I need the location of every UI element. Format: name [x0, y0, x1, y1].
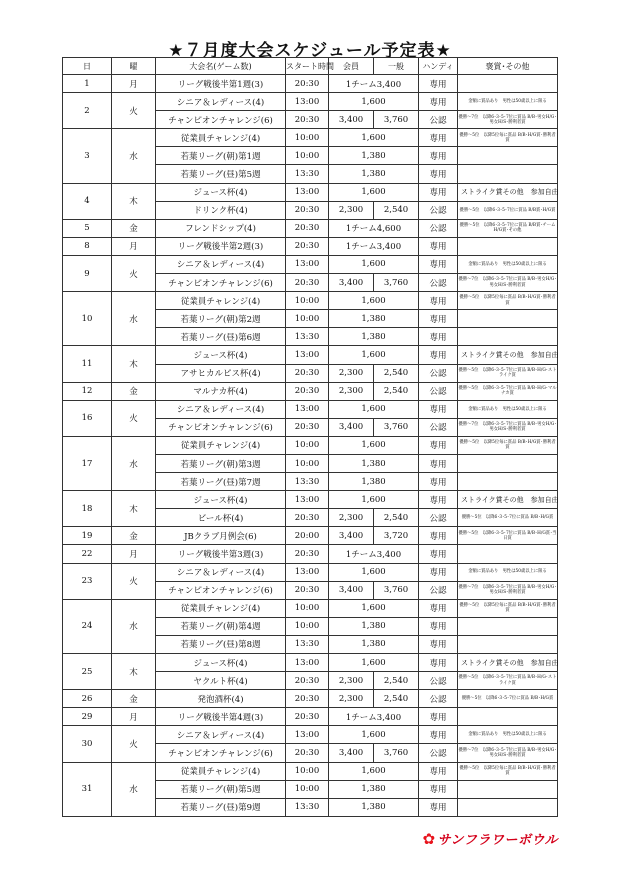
entry-fee: 1,380	[329, 328, 419, 346]
handicap-type: 専用	[419, 292, 458, 310]
day-cell: 18	[63, 491, 112, 527]
weekday-cell: 火	[112, 563, 156, 599]
event-name: チャンピオンチャレンジ(6)	[156, 744, 286, 762]
event-name: 若葉リーグ(朝)第3週	[156, 454, 286, 472]
event-name: ジュース杯(4)	[156, 346, 286, 364]
header-prizes: 褒賞･その他	[458, 58, 558, 75]
event-name: リーグ戦後半第2週(3)	[156, 237, 286, 255]
header-start-time: スタート時間	[286, 58, 329, 75]
general-fee: 2,540	[374, 690, 419, 708]
event-name: 従業員チャレンジ(4)	[156, 762, 286, 780]
day-cell: 16	[63, 400, 112, 436]
weekday-cell: 水	[112, 599, 156, 653]
event-name: 若葉リーグ(朝)第2週	[156, 310, 286, 328]
handicap-type: 専用	[419, 473, 458, 491]
start-time: 20:30	[286, 744, 329, 762]
day-cell: 10	[63, 292, 112, 346]
weekday-cell: 木	[112, 346, 156, 382]
member-fee: 3,400	[329, 111, 374, 129]
handicap-type: 専用	[419, 346, 458, 364]
day-cell: 26	[63, 690, 112, 708]
schedule-table	[62, 57, 558, 817]
header-member-fee: 会員	[329, 58, 374, 75]
prize-remark	[458, 165, 558, 183]
event-name: フレンドシップ(4)	[156, 219, 286, 237]
prize-remark: 優勝～7位 以降6･3･5･7位に賞品 B/B･男女H/G･男女H/S･勝利者賞	[458, 274, 558, 292]
start-time: 20:30	[286, 509, 329, 527]
entry-fee: 1,600	[329, 726, 419, 744]
prize-remark: 優勝～7位 以降6･3･5･7位に賞品 B/B･男女H/G･男女H/S･勝利者賞	[458, 581, 558, 599]
table-row	[63, 708, 558, 726]
handicap-type: 専用	[419, 400, 458, 418]
handicap-type: 専用	[419, 708, 458, 726]
entry-fee: 1,380	[329, 473, 419, 491]
weekday-cell: 金	[112, 382, 156, 400]
entry-fee: 1チーム4,600	[329, 219, 419, 237]
entry-fee: 1,600	[329, 563, 419, 581]
table-row	[63, 726, 558, 744]
table-row	[63, 346, 558, 364]
general-fee: 2,540	[374, 672, 419, 690]
entry-fee: 1,600	[329, 255, 419, 273]
member-fee: 3,400	[329, 527, 374, 545]
prize-remark: ストライク賞その他 参加自由	[458, 654, 558, 672]
event-name: シニア＆レディース(4)	[156, 563, 286, 581]
day-cell: 2	[63, 93, 112, 129]
event-name: 若葉リーグ(昼)第6週	[156, 328, 286, 346]
handicap-type: 専用	[419, 654, 458, 672]
event-name: リーグ戦後半第1週(3)	[156, 75, 286, 93]
prize-remark: ストライク賞その他 参加自由	[458, 183, 558, 201]
member-fee: 2,300	[329, 201, 374, 219]
prize-remark: 優勝～5位 以降5位毎に賞品 B/B･H/G賞･勝利者賞	[458, 436, 558, 454]
prize-remark: 金額に賞品あり 男性は50歳以上に限る	[458, 563, 558, 581]
handicap-type: 専用	[419, 527, 458, 545]
start-time: 20:30	[286, 201, 329, 219]
handicap-type: 専用	[419, 165, 458, 183]
logo-text: サンフラワーボウル	[437, 833, 558, 848]
prize-remark	[458, 635, 558, 653]
start-time: 13:30	[286, 328, 329, 346]
entry-fee: 1,380	[329, 147, 419, 165]
handicap-type: 専用	[419, 599, 458, 617]
start-time: 10:00	[286, 310, 329, 328]
start-time: 13:30	[286, 165, 329, 183]
prize-remark	[458, 708, 558, 726]
entry-fee: 1,600	[329, 762, 419, 780]
event-name: リーグ戦後半第3週(3)	[156, 545, 286, 563]
table-row	[63, 292, 558, 310]
member-fee: 3,400	[329, 274, 374, 292]
weekday-cell: 金	[112, 527, 156, 545]
start-time: 13:00	[286, 93, 329, 111]
table-row	[63, 183, 558, 201]
event-name: チャンピオンチャレンジ(6)	[156, 111, 286, 129]
general-fee: 3,760	[374, 581, 419, 599]
weekday-cell: 木	[112, 491, 156, 527]
day-cell: 4	[63, 183, 112, 219]
prize-remark	[458, 147, 558, 165]
prize-remark: 優勝～7位 以降6･3･5･7位に賞品 B/B･男女H/G･男女H/S･勝利者賞	[458, 111, 558, 129]
day-cell: 12	[63, 382, 112, 400]
start-time: 10:00	[286, 147, 329, 165]
day-cell: 19	[63, 527, 112, 545]
weekday-cell: 水	[112, 129, 156, 183]
start-time: 10:00	[286, 292, 329, 310]
header-event-name: 大会名(ゲーム数)	[156, 58, 286, 75]
day-cell: 23	[63, 563, 112, 599]
member-fee: 3,400	[329, 581, 374, 599]
start-time: 13:00	[286, 654, 329, 672]
handicap-type: 公認	[419, 219, 458, 237]
prize-remark: 優勝～5位 以降6･3･5･7位に賞品 B/B･H/G･ストライク賞	[458, 364, 558, 382]
table-row	[63, 762, 558, 780]
start-time: 20:30	[286, 708, 329, 726]
weekday-cell: 月	[112, 545, 156, 563]
event-name: シニア＆レディース(4)	[156, 255, 286, 273]
page-title: ★７月度大会スケジュール予定表★	[168, 41, 452, 61]
prize-remark: 優勝～7位 以降6･3･5･7位に賞品 B/B･男女H/G･男女H/S･勝利者賞	[458, 418, 558, 436]
entry-fee: 1,380	[329, 635, 419, 653]
weekday-cell: 水	[112, 436, 156, 490]
weekday-cell: 火	[112, 93, 156, 129]
header-day: 日	[63, 58, 112, 75]
entry-fee: 1チーム3,400	[329, 237, 419, 255]
handicap-type: 公認	[419, 672, 458, 690]
prize-remark: 優勝～5位 以降6･3･5･7位に賞品 B/B･H/G賞･当日賞	[458, 527, 558, 545]
prize-remark	[458, 237, 558, 255]
entry-fee: 1チーム3,400	[329, 75, 419, 93]
table-row	[63, 654, 558, 672]
sunflower-bowl-logo	[422, 829, 558, 848]
general-fee: 3,760	[374, 744, 419, 762]
event-name: 若葉リーグ(朝)第4週	[156, 617, 286, 635]
table-row	[63, 255, 558, 273]
day-cell: 3	[63, 129, 112, 183]
start-time: 13:30	[286, 798, 329, 816]
event-name: 発泡酒杯(4)	[156, 690, 286, 708]
table-row	[63, 491, 558, 509]
weekday-cell: 水	[112, 762, 156, 816]
prize-remark	[458, 328, 558, 346]
handicap-type: 公認	[419, 581, 458, 599]
prize-remark: 優勝～5位 以降6･3･5･7位に賞品 B/B賞･H/G賞	[458, 201, 558, 219]
handicap-type: 専用	[419, 617, 458, 635]
handicap-type: 専用	[419, 328, 458, 346]
handicap-type: 公認	[419, 509, 458, 527]
prize-remark: 優勝～5位 以降5位毎に賞品 B/B･H/G賞･勝利者賞	[458, 599, 558, 617]
weekday-cell: 月	[112, 237, 156, 255]
event-name: チャンピオンチャレンジ(6)	[156, 418, 286, 436]
day-cell: 24	[63, 599, 112, 653]
prize-remark	[458, 75, 558, 93]
table-row	[63, 436, 558, 454]
start-time: 10:00	[286, 780, 329, 798]
prize-remark	[458, 617, 558, 635]
handicap-type: 専用	[419, 310, 458, 328]
start-time: 20:30	[286, 274, 329, 292]
day-cell: 5	[63, 219, 112, 237]
event-name: 若葉リーグ(昼)第9週	[156, 798, 286, 816]
handicap-type: 専用	[419, 237, 458, 255]
handicap-type: 専用	[419, 75, 458, 93]
general-fee: 2,540	[374, 201, 419, 219]
start-time: 20:30	[286, 111, 329, 129]
general-fee: 2,540	[374, 382, 419, 400]
start-time: 20:30	[286, 672, 329, 690]
weekday-cell: 木	[112, 183, 156, 219]
start-time: 13:00	[286, 183, 329, 201]
entry-fee: 1,600	[329, 183, 419, 201]
handicap-type: 専用	[419, 436, 458, 454]
table-row	[63, 545, 558, 563]
start-time: 20:30	[286, 219, 329, 237]
entry-fee: 1,600	[329, 93, 419, 111]
header-weekday: 曜	[112, 58, 156, 75]
event-name: ジュース杯(4)	[156, 654, 286, 672]
table-row	[63, 400, 558, 418]
day-cell: 1	[63, 75, 112, 93]
table-row	[63, 563, 558, 581]
day-cell: 30	[63, 726, 112, 762]
event-name: 若葉リーグ(昼)第8週	[156, 635, 286, 653]
sunflower-icon: ✿	[422, 830, 436, 848]
event-name: シニア＆レディース(4)	[156, 93, 286, 111]
member-fee: 2,300	[329, 690, 374, 708]
start-time: 10:00	[286, 454, 329, 472]
table-row	[63, 237, 558, 255]
header-row	[63, 58, 558, 75]
prize-remark	[458, 798, 558, 816]
start-time: 20:30	[286, 581, 329, 599]
entry-fee: 1,380	[329, 780, 419, 798]
member-fee: 3,400	[329, 744, 374, 762]
table-row	[63, 690, 558, 708]
prize-remark: 優勝～5位 以降6･3･5･7位に賞品 B/B･H/G･ストライク賞	[458, 672, 558, 690]
start-time: 13:00	[286, 563, 329, 581]
handicap-type: 専用	[419, 762, 458, 780]
day-cell: 29	[63, 708, 112, 726]
start-time: 10:00	[286, 436, 329, 454]
handicap-type: 公認	[419, 690, 458, 708]
start-time: 20:00	[286, 527, 329, 545]
entry-fee: 1,380	[329, 617, 419, 635]
prize-remark: 金額に賞品あり 男性は50歳以上に限る	[458, 93, 558, 111]
start-time: 20:30	[286, 382, 329, 400]
general-fee: 3,760	[374, 274, 419, 292]
start-time: 13:00	[286, 400, 329, 418]
prize-remark: 優勝～7位 以降6･3･5･7位に賞品 B/B･男女H/G･男女H/S･勝利者賞	[458, 744, 558, 762]
prize-remark	[458, 780, 558, 798]
entry-fee: 1チーム3,400	[329, 545, 419, 563]
start-time: 10:00	[286, 617, 329, 635]
handicap-type: 公認	[419, 201, 458, 219]
event-name: シニア＆レディース(4)	[156, 726, 286, 744]
start-time: 20:30	[286, 418, 329, 436]
start-time: 10:00	[286, 762, 329, 780]
prize-remark: 金額に賞品あり 男性は50歳以上に限る	[458, 726, 558, 744]
weekday-cell: 火	[112, 726, 156, 762]
entry-fee: 1,380	[329, 454, 419, 472]
handicap-type: 専用	[419, 491, 458, 509]
handicap-type: 専用	[419, 93, 458, 111]
member-fee: 2,300	[329, 382, 374, 400]
event-name: ドリンク杯(4)	[156, 201, 286, 219]
event-name: 若葉リーグ(朝)第5週	[156, 780, 286, 798]
entry-fee: 1,600	[329, 346, 419, 364]
general-fee: 2,540	[374, 364, 419, 382]
prize-remark: 優勝～5位 以降5位毎に賞品 B/B･H/G賞･勝利者賞	[458, 762, 558, 780]
handicap-type: 公認	[419, 111, 458, 129]
entry-fee: 1,380	[329, 310, 419, 328]
prize-remark: 優勝～5位 以降5位毎に賞品 B/B･H/G賞･勝利者賞	[458, 292, 558, 310]
day-cell: 17	[63, 436, 112, 490]
prize-remark: ストライク賞その他 参加自由	[458, 346, 558, 364]
header-handicap: ハンディ	[419, 58, 458, 75]
entry-fee: 1,600	[329, 292, 419, 310]
weekday-cell: 月	[112, 75, 156, 93]
member-fee: 2,300	[329, 364, 374, 382]
weekday-cell: 火	[112, 400, 156, 436]
start-time: 13:00	[286, 255, 329, 273]
table-row	[63, 527, 558, 545]
start-time: 10:00	[286, 599, 329, 617]
handicap-type: 専用	[419, 147, 458, 165]
entry-fee: 1,600	[329, 491, 419, 509]
prize-remark	[458, 310, 558, 328]
prize-remark: ストライク賞その他 参加自由	[458, 491, 558, 509]
event-name: アサヒカルピス杯(4)	[156, 364, 286, 382]
general-fee: 3,760	[374, 418, 419, 436]
table-row	[63, 75, 558, 93]
handicap-type: 公認	[419, 418, 458, 436]
day-cell: 8	[63, 237, 112, 255]
prize-remark: 優勝～5位 以降6･3･5･7位に賞品 B/B･H/G賞	[458, 690, 558, 708]
start-time: 13:00	[286, 726, 329, 744]
entry-fee: 1,600	[329, 400, 419, 418]
event-name: 従業員チャレンジ(4)	[156, 292, 286, 310]
handicap-type: 専用	[419, 635, 458, 653]
start-time: 13:00	[286, 346, 329, 364]
event-name: ヤクルト杯(4)	[156, 672, 286, 690]
weekday-cell: 月	[112, 708, 156, 726]
prize-remark: 優勝～5位 以降5位毎に賞品 B/B･H/G賞･勝利者賞	[458, 129, 558, 147]
start-time: 20:30	[286, 364, 329, 382]
entry-fee: 1チーム3,400	[329, 708, 419, 726]
event-name: 若葉リーグ(昼)第7週	[156, 473, 286, 491]
entry-fee: 1,380	[329, 798, 419, 816]
handicap-type: 公認	[419, 744, 458, 762]
start-time: 20:30	[286, 690, 329, 708]
prize-remark	[458, 454, 558, 472]
handicap-type: 専用	[419, 454, 458, 472]
table-row	[63, 599, 558, 617]
event-name: マルナカ杯(4)	[156, 382, 286, 400]
prize-remark	[458, 473, 558, 491]
entry-fee: 1,600	[329, 436, 419, 454]
handicap-type: 公認	[419, 382, 458, 400]
event-name: ジュース杯(4)	[156, 491, 286, 509]
handicap-type: 公認	[419, 274, 458, 292]
weekday-cell: 金	[112, 219, 156, 237]
weekday-cell: 水	[112, 292, 156, 346]
member-fee: 2,300	[329, 672, 374, 690]
handicap-type: 専用	[419, 545, 458, 563]
handicap-type: 公認	[419, 364, 458, 382]
prize-remark	[458, 545, 558, 563]
general-fee: 3,760	[374, 111, 419, 129]
event-name: 若葉リーグ(昼)第5週	[156, 165, 286, 183]
prize-remark: 金額に賞品あり 男性は50歳以上に限る	[458, 255, 558, 273]
start-time: 20:30	[286, 75, 329, 93]
start-time: 13:30	[286, 635, 329, 653]
handicap-type: 専用	[419, 780, 458, 798]
prize-remark: 優勝～5位 以降6･3･5･7位に賞品 B/B･H/G賞	[458, 509, 558, 527]
event-name: シニア＆レディース(4)	[156, 400, 286, 418]
weekday-cell: 火	[112, 255, 156, 291]
general-fee: 2,540	[374, 509, 419, 527]
start-time: 13:00	[286, 491, 329, 509]
header-general-fee: 一般	[374, 58, 419, 75]
prize-remark: 金額に賞品あり 男性は50歳以上に限る	[458, 400, 558, 418]
member-fee: 2,300	[329, 509, 374, 527]
start-time: 10:00	[286, 129, 329, 147]
event-name: チャンピオンチャレンジ(6)	[156, 274, 286, 292]
handicap-type: 専用	[419, 563, 458, 581]
member-fee: 3,400	[329, 418, 374, 436]
entry-fee: 1,380	[329, 165, 419, 183]
table-row	[63, 382, 558, 400]
event-name: ジュース杯(4)	[156, 183, 286, 201]
entry-fee: 1,600	[329, 654, 419, 672]
handicap-type: 専用	[419, 255, 458, 273]
event-name: JBクラブ月例会(6)	[156, 527, 286, 545]
day-cell: 11	[63, 346, 112, 382]
handicap-type: 専用	[419, 726, 458, 744]
event-name: ビール杯(4)	[156, 509, 286, 527]
start-time: 20:30	[286, 237, 329, 255]
start-time: 13:30	[286, 473, 329, 491]
prize-remark: 優勝～5位 以降6･3･5･7位に賞品 B/B･H/G･マルナカ賞	[458, 382, 558, 400]
prize-remark: 優勝～5位 以降6･3･5･7位に賞品 B/B賞･チーム H/G賞･その他	[458, 219, 558, 237]
event-name: 従業員チャレンジ(4)	[156, 129, 286, 147]
event-name: 若葉リーグ(朝)第1週	[156, 147, 286, 165]
table-row	[63, 219, 558, 237]
start-time: 20:30	[286, 545, 329, 563]
day-cell: 25	[63, 654, 112, 690]
handicap-type: 専用	[419, 183, 458, 201]
event-name: 従業員チャレンジ(4)	[156, 599, 286, 617]
table-row	[63, 129, 558, 147]
entry-fee: 1,600	[329, 129, 419, 147]
day-cell: 31	[63, 762, 112, 816]
general-fee: 3,720	[374, 527, 419, 545]
handicap-type: 専用	[419, 129, 458, 147]
day-cell: 22	[63, 545, 112, 563]
day-cell: 9	[63, 255, 112, 291]
event-name: チャンピオンチャレンジ(6)	[156, 581, 286, 599]
event-name: 従業員チャレンジ(4)	[156, 436, 286, 454]
event-name: リーグ戦後半第4週(3)	[156, 708, 286, 726]
weekday-cell: 金	[112, 690, 156, 708]
weekday-cell: 木	[112, 654, 156, 690]
handicap-type: 専用	[419, 798, 458, 816]
entry-fee: 1,600	[329, 599, 419, 617]
table-row	[63, 93, 558, 111]
